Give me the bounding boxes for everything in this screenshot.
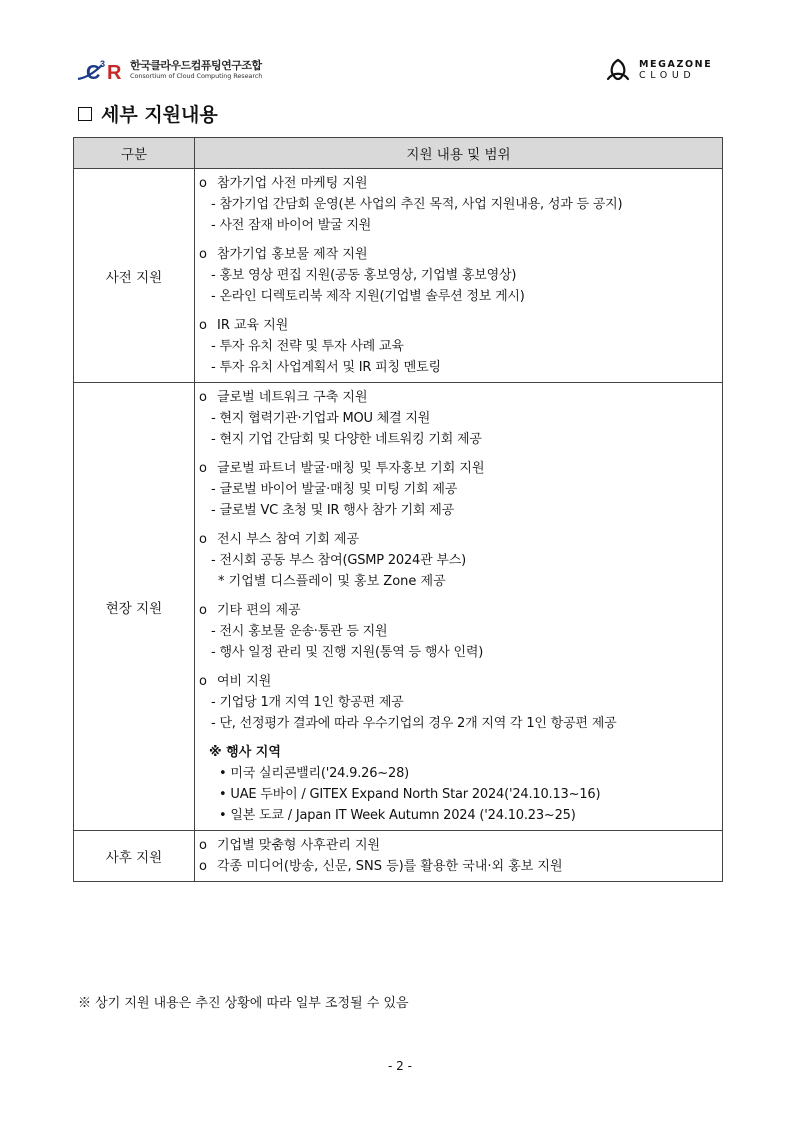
support-group	[199, 600, 716, 663]
support-group	[199, 173, 716, 236]
event-region-item: • UAE 두바이 / GITEX Expand North Star 2024('24.10.13~16)	[219, 787, 601, 802]
category-cell: 현장 지원	[74, 383, 195, 831]
megazone-mark-icon	[605, 58, 631, 82]
support-group	[199, 315, 716, 378]
content-cell	[195, 383, 723, 831]
support-sub-item: - 전시 홍보물 운송·통관 등 지원	[211, 624, 388, 639]
support-item-title: o 전시 부스 참여 기회 제공	[199, 532, 360, 547]
c3r-logo	[76, 56, 262, 84]
support-sub-item: - 온라인 디렉토리북 제작 지원(기업별 솔루션 정보 게시)	[211, 289, 525, 304]
category-cell: 사후 지원	[74, 831, 195, 882]
support-group	[199, 529, 716, 592]
svg-text:C: C	[86, 62, 101, 83]
checkbox-square-icon	[78, 107, 92, 121]
support-item-title: o 각종 미디어(방송, 신문, SNS 등)를 활용한 국내·외 홍보 지원	[199, 859, 563, 874]
support-note: * 기업별 디스플레이 및 홍보 Zone 제공	[218, 574, 446, 589]
section-title	[78, 100, 218, 127]
support-sub-item: - 사전 잠재 바이어 발굴 지원	[211, 218, 372, 233]
support-group	[199, 458, 716, 521]
category-cell: 사전 지원	[74, 169, 195, 383]
support-item-title: o 기타 편의 제공	[199, 603, 301, 618]
content-cell	[195, 169, 723, 383]
support-item-title: o 참가기업 홍보물 제작 지원	[199, 247, 368, 262]
support-sub-item: - 현지 기업 간담회 및 다양한 네트워킹 기회 제공	[211, 432, 482, 447]
support-sub-item: - 글로벌 바이어 발굴·매칭 및 미팅 기회 제공	[211, 482, 458, 497]
header-category: 구분	[74, 138, 195, 169]
support-item-title: o 참가기업 사전 마케팅 지원	[199, 176, 368, 191]
table-row-pre-support	[74, 169, 723, 383]
support-sub-item: - 현지 협력기관·기업과 MOU 체결 지원	[211, 411, 431, 426]
support-sub-item: - 투자 유치 사업계획서 및 IR 피칭 멘토링	[211, 360, 441, 375]
event-regions-title: ※ 행사 지역	[209, 745, 281, 760]
table-row-onsite-support	[74, 383, 723, 831]
megazone-logo	[605, 58, 712, 82]
support-item-title: o 글로벌 파트너 발굴·매칭 및 투자홍보 기회 지원	[199, 461, 485, 476]
footnote: ※ 상기 지원 내용은 추진 상황에 따라 일부 조정될 수 있음	[78, 996, 409, 1011]
support-sub-item: - 전시회 공동 부스 참여(GSMP 2024관 부스)	[211, 553, 467, 568]
event-regions	[199, 742, 716, 826]
event-region-item: • 일본 도쿄 / Japan IT Week Autumn 2024 ('24.10.23~25)	[219, 808, 576, 823]
header-content: 지원 내용 및 범위	[195, 138, 723, 169]
support-item-title: o 여비 지원	[199, 674, 272, 689]
support-sub-item: - 투자 유치 전략 및 투자 사례 교육	[211, 339, 404, 354]
support-item-title: o IR 교육 지원	[199, 318, 289, 333]
support-group	[199, 387, 716, 450]
support-group	[199, 244, 716, 307]
page-number: - 2 -	[388, 1059, 412, 1073]
table-row-post-support	[74, 831, 723, 882]
svg-text:R: R	[107, 62, 122, 83]
support-sub-item: - 행사 일정 관리 및 진행 지원(통역 등 행사 인력)	[211, 645, 484, 660]
svg-text:3: 3	[100, 59, 106, 69]
org-name-korean: 한국클라우드컴퓨팅연구조합	[130, 59, 262, 73]
content-cell	[195, 831, 723, 882]
cloud-text: CLOUD	[639, 70, 696, 81]
table-header-row	[74, 138, 723, 169]
support-sub-item: - 참가기업 간담회 운영(본 사업의 추진 목적, 사업 지원내용, 성과 등 공지)	[211, 197, 623, 212]
section-title-text: 세부 지원내용	[101, 104, 218, 126]
support-sub-item: - 기업당 1개 지역 1인 항공편 제공	[211, 695, 404, 710]
support-sub-item: - 홍보 영상 편집 지원(공동 홍보영상, 기업별 홍보영상)	[211, 268, 517, 283]
support-sub-item: - 단, 선정평가 결과에 따라 우수기업의 경우 2개 지역 각 1인 항공편 제공	[211, 716, 617, 731]
support-item-title: o 글로벌 네트워크 구축 지원	[199, 390, 368, 405]
c3r-logo-mark	[76, 57, 126, 83]
support-detail-table	[73, 137, 723, 882]
megazone-text: MEGAZONE	[639, 58, 713, 70]
org-name-english: Consortium of Cloud Computing Research	[130, 72, 263, 81]
event-region-item: • 미국 실리콘밸리('24.9.26~28)	[219, 766, 410, 781]
support-sub-item: - 글로벌 VC 초청 및 IR 행사 참가 기회 제공	[211, 503, 454, 518]
support-group	[199, 671, 716, 734]
support-item-title: o 기업별 맞춤형 사후관리 지원	[199, 838, 381, 853]
